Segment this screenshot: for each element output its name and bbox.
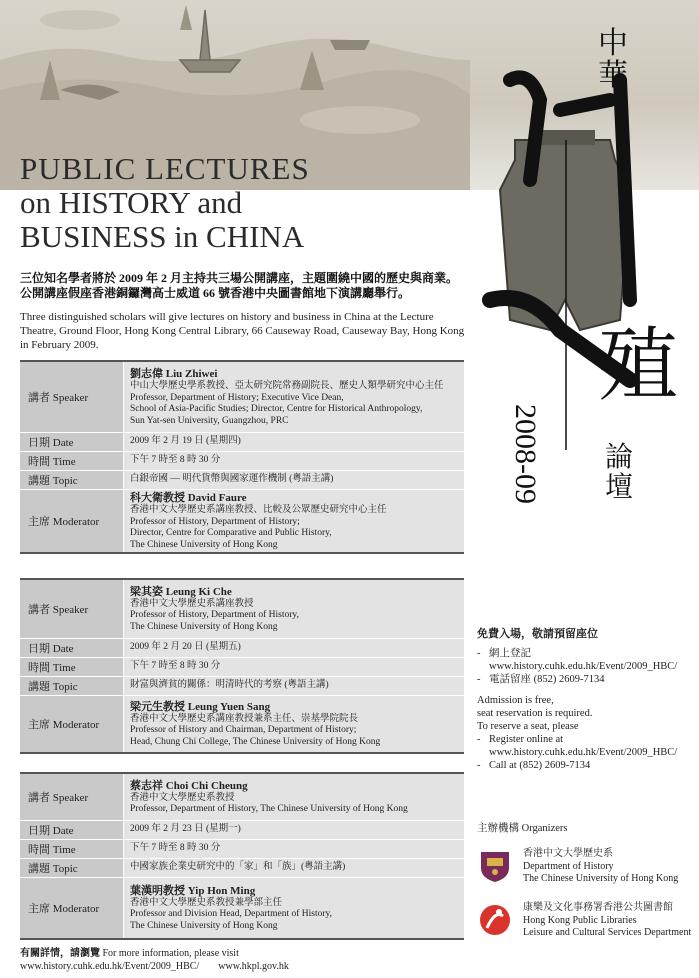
org1-en-1: Department of History xyxy=(523,860,614,872)
date-label: 日期 Date xyxy=(20,639,124,657)
cuhk-crest-icon xyxy=(477,848,513,884)
reserve-seat-en: To reserve a seat, please xyxy=(477,721,579,732)
time-label: 時間 Time xyxy=(20,658,124,676)
speaker-info xyxy=(124,774,464,820)
speaker-title-en-1: Professor, Department of History, The Chinese University of Hong Kong xyxy=(130,804,408,814)
title-line-1: PUBLIC LECTURES xyxy=(20,151,310,186)
phone-reservation-zh: - 電話留座 (852) 2609-7134 xyxy=(477,673,692,686)
time-row xyxy=(20,452,464,471)
time-label: 時間 Time xyxy=(20,452,124,470)
date-row xyxy=(20,639,464,658)
calligraphy-sub: 論壇 xyxy=(605,440,634,503)
moderator-title-en-1: Professor and Division Head, Department of History, xyxy=(130,909,333,920)
moderator-row xyxy=(20,878,464,938)
moderator-label: 主席 Moderator xyxy=(20,878,124,938)
intro-english: Three distinguished scholars will give lectures on history and business in China at the Lecture Theatre, Ground Floor, Hong Kong Central Library, 66 Causeway Road, Causeway Bay, Hong Kong in February 2009. xyxy=(20,311,465,351)
moderator-info xyxy=(124,490,464,552)
topic-value: 白銀帝國 — 明代貨幣與國家運作機制 (粵語主講) xyxy=(124,471,464,489)
date-value: 2009 年 2 月 19 日 (星期四) xyxy=(124,433,464,451)
calligraphy-artwork xyxy=(470,0,699,560)
speaker-label: 講者 Speaker xyxy=(20,580,124,638)
moderator-title-en-2: The Chinese University of Hong Kong xyxy=(130,920,278,931)
register-url-zh[interactable]: www.history.cuhk.edu.hk/Event/2009_HBC/ xyxy=(489,661,678,672)
spade-coin-icon xyxy=(470,0,699,560)
footer-more-info-zh: 有關詳情，請瀏覽 xyxy=(20,948,100,959)
organizer-cuhk-history xyxy=(477,848,678,886)
register-online-zh: - 網上登記 xyxy=(477,647,692,660)
admission-heading-zh: 免費入場，敬請預留座位 xyxy=(477,628,598,640)
footer-url-history[interactable]: www.history.cuhk.edu.hk/Event/2009_HBC/ xyxy=(20,961,200,972)
speaker-row xyxy=(20,580,464,639)
moderator-name: 科大衛教授 David Faure xyxy=(130,492,247,504)
moderator-title-zh: 香港中文大學歷史系講座教授兼系主任、崇基學院院長 xyxy=(130,713,359,724)
admission-info xyxy=(477,628,692,772)
speaker-label: 講者 Speaker xyxy=(20,362,124,432)
speaker-name: 梁其姿 Leung Ki Che xyxy=(130,585,232,598)
org1-en-2: The Chinese University of Hong Kong xyxy=(523,873,679,884)
time-value: 下午 7 時至 8 時 30 分 xyxy=(124,452,464,470)
intro-chinese: 三位知名學者將於 2009 年 2 月主持共三場公開講座，主題圍繞中國的歷史與商業。公開講座假座香港銅鑼灣高士威道 66 號香港中央圖書館地下演講廳舉行。 xyxy=(20,271,459,300)
date-value: 2009 年 2 月 20 日 (星期五) xyxy=(124,639,464,657)
moderator-title-en-2: Head, Chung Chi College, The Chinese University of Hong Kong xyxy=(130,736,381,747)
lecture-2-table xyxy=(20,578,464,754)
topic-label: 講題 Topic xyxy=(20,471,124,489)
topic-row xyxy=(20,859,464,878)
moderator-label: 主席 Moderator xyxy=(20,490,124,552)
moderator-title-en-2: Director, Centre for Comparative and Public History, xyxy=(130,528,332,538)
topic-row xyxy=(20,471,464,490)
topic-row xyxy=(20,677,464,696)
footer-url-hkpl[interactable]: www.hkpl.gov.hk xyxy=(218,961,289,972)
register-url-en[interactable]: www.history.cuhk.edu.hk/Event/2009_HBC/ xyxy=(489,747,678,758)
time-row xyxy=(20,658,464,677)
time-value: 下午 7 時至 8 時 30 分 xyxy=(124,840,464,858)
time-value: 下午 7 時至 8 時 30 分 xyxy=(124,658,464,676)
org2-en-2: Leisure and Cultural Services Department xyxy=(523,927,692,938)
speaker-title-en-2: School of Asia-Pacific Studies; Director, Centre for Historical Anthropology, xyxy=(130,404,423,414)
register-online-en: - Register online at xyxy=(477,733,692,746)
date-label: 日期 Date xyxy=(20,821,124,839)
moderator-info xyxy=(124,878,464,938)
footer-more-info-en: For more information, please visit xyxy=(102,948,239,959)
org2-en-1: Hong Kong Public Libraries xyxy=(523,914,637,926)
speaker-title-en-3: Sun Yat-sen University, Guangzhou, PRC xyxy=(130,415,289,426)
date-row xyxy=(20,821,464,840)
moderator-title-zh: 香港中文大學歷史系講座教授、比較及公眾歷史研究中心主任 xyxy=(130,505,387,515)
speaker-title-zh: 中山大學歷史學系教授、亞太研究院常務副院長、歷史人類學研究中心主任 xyxy=(130,381,444,391)
speaker-title-en-2: The Chinese University of Hong Kong xyxy=(130,621,278,632)
organizer-hkpl xyxy=(477,902,691,940)
title-line-3: BUSINESS in CHINA xyxy=(20,219,305,254)
time-row xyxy=(20,840,464,859)
topic-label: 講題 Topic xyxy=(20,859,124,877)
footer-info xyxy=(20,947,289,973)
time-label: 時間 Time xyxy=(20,840,124,858)
calligraphy-big-2: 殖 xyxy=(598,319,678,412)
lecture-1-table xyxy=(20,360,464,554)
topic-label: 講題 Topic xyxy=(20,677,124,695)
seat-required-en: seat reservation is required. xyxy=(477,708,593,719)
moderator-name: 梁元生教授 Leung Yuen Sang xyxy=(130,700,271,713)
moderator-row xyxy=(20,490,464,552)
date-label: 日期 Date xyxy=(20,433,124,451)
moderator-title-zh: 香港中文大學歷史系教授兼學部主任 xyxy=(130,897,283,908)
moderator-row xyxy=(20,696,464,752)
title-line-2: on HISTORY and xyxy=(20,185,243,220)
date-value: 2009 年 2 月 23 日 (星期一) xyxy=(124,821,464,839)
hkpl-logo-icon xyxy=(477,902,513,938)
speaker-row xyxy=(20,774,464,821)
admission-free-en: Admission is free, xyxy=(477,695,554,706)
call-number-en: - Call at (852) 2609-7134 xyxy=(477,759,692,772)
speaker-label: 講者 Speaker xyxy=(20,774,124,820)
lecture-3-table xyxy=(20,772,464,940)
moderator-info xyxy=(124,696,464,752)
org2-zh: 康樂及文化事務署香港公共圖書館 xyxy=(523,902,673,913)
speaker-info xyxy=(124,362,464,432)
date-row xyxy=(20,433,464,452)
speaker-info xyxy=(124,580,464,638)
org1-zh: 香港中文大學歷史系 xyxy=(523,848,613,859)
organizers-heading: 主辦機構 Organizers xyxy=(477,823,568,834)
year-label: 2008-09 xyxy=(509,404,542,504)
topic-value: 財富與濟貧的關係：明清時代的考察 (粵語主講) xyxy=(124,677,464,695)
speaker-row xyxy=(20,362,464,433)
speaker-name: 劉志偉 Liu Zhiwei xyxy=(130,368,218,380)
topic-value: 中國家族企業史研究中的「家」和「族」(粵語主講) xyxy=(124,859,464,877)
moderator-title-en-3: The Chinese University of Hong Kong xyxy=(130,539,278,550)
speaker-title-zh: 香港中文大學歷史系講座教授 xyxy=(130,598,254,609)
moderator-title-en-1: Professor of History and Chairman, Department of History; xyxy=(130,725,357,736)
speaker-title-zh: 香港中文大學歷史系教授 xyxy=(130,792,235,803)
calligraphy-top: 中華 xyxy=(598,26,628,93)
moderator-title-en-1: Professor of History, Department of History; xyxy=(130,516,300,527)
speaker-title-en-1: Professor, Department of History; Executive Vice Dean, xyxy=(130,392,344,403)
speaker-title-en-1: Professor of History, Department of History, xyxy=(130,610,299,621)
moderator-name: 葉漢明教授 Yip Hon Ming xyxy=(130,884,256,897)
moderator-label: 主席 Moderator xyxy=(20,696,124,752)
page-title xyxy=(20,152,310,254)
speaker-name: 蔡志祥 Choi Chi Cheung xyxy=(130,779,248,792)
